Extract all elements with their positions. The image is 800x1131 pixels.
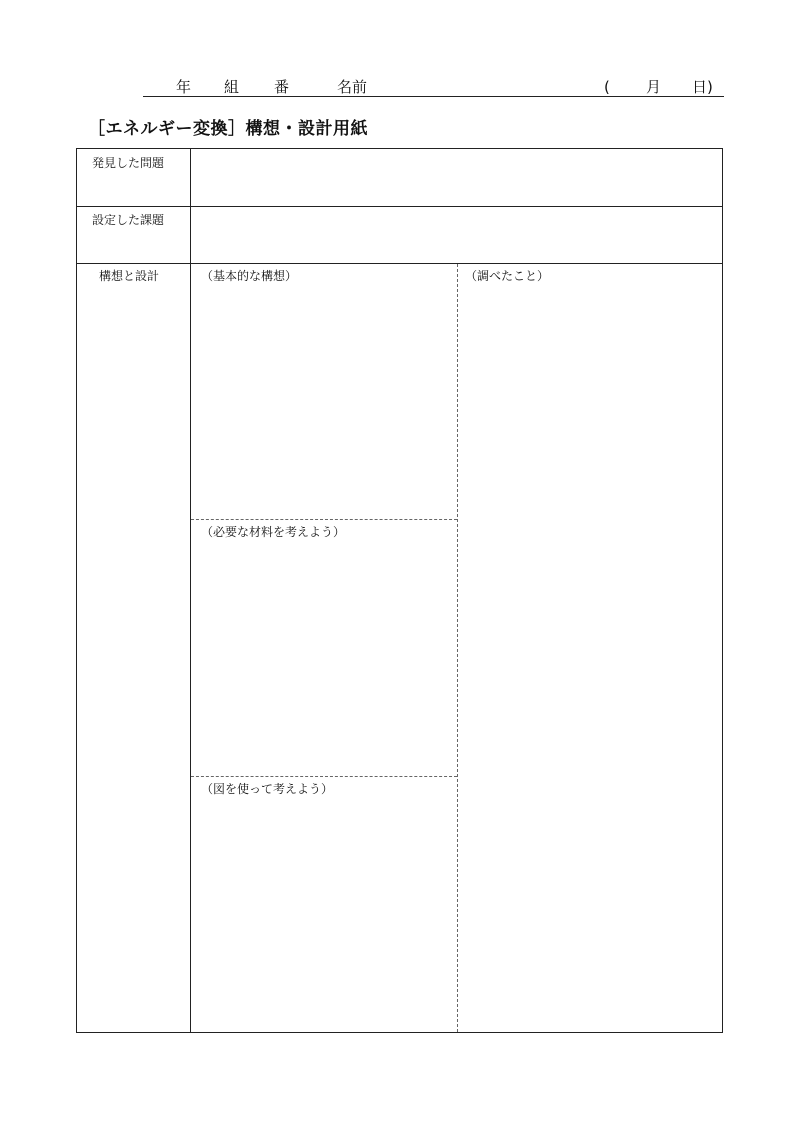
day-label: 日)	[692, 78, 713, 96]
research-label: （調べたこと）	[465, 269, 550, 283]
year-label: 年	[176, 78, 192, 96]
date-open-paren: (	[604, 78, 610, 96]
problem-write-area[interactable]	[191, 149, 722, 206]
header-underline	[143, 96, 724, 97]
diagram-write-area[interactable]	[191, 798, 457, 1032]
number-label: 番	[274, 78, 290, 96]
task-write-area[interactable]	[191, 207, 722, 263]
name-label: 名前	[337, 78, 368, 96]
diagram-divider	[191, 776, 457, 777]
design-label: 構想と設計	[99, 269, 160, 283]
month-label: 月	[646, 78, 662, 96]
diagram-label: （図を使って考えよう）	[201, 782, 334, 796]
row-divider-2	[77, 263, 722, 264]
design-form	[76, 148, 723, 1033]
basic-idea-label: （基本的な構想）	[201, 269, 298, 283]
task-label: 設定した課題	[92, 213, 165, 227]
class-label: 組	[224, 78, 240, 96]
research-write-area[interactable]	[458, 285, 722, 1032]
page-title: ［エネルギー変換］構想・設計用紙	[88, 119, 368, 139]
materials-divider	[191, 519, 457, 520]
materials-write-area[interactable]	[191, 541, 457, 775]
basic-idea-write-area[interactable]	[191, 285, 457, 518]
problem-label: 発見した問題	[92, 156, 165, 170]
materials-label: （必要な材料を考えよう）	[201, 525, 346, 539]
